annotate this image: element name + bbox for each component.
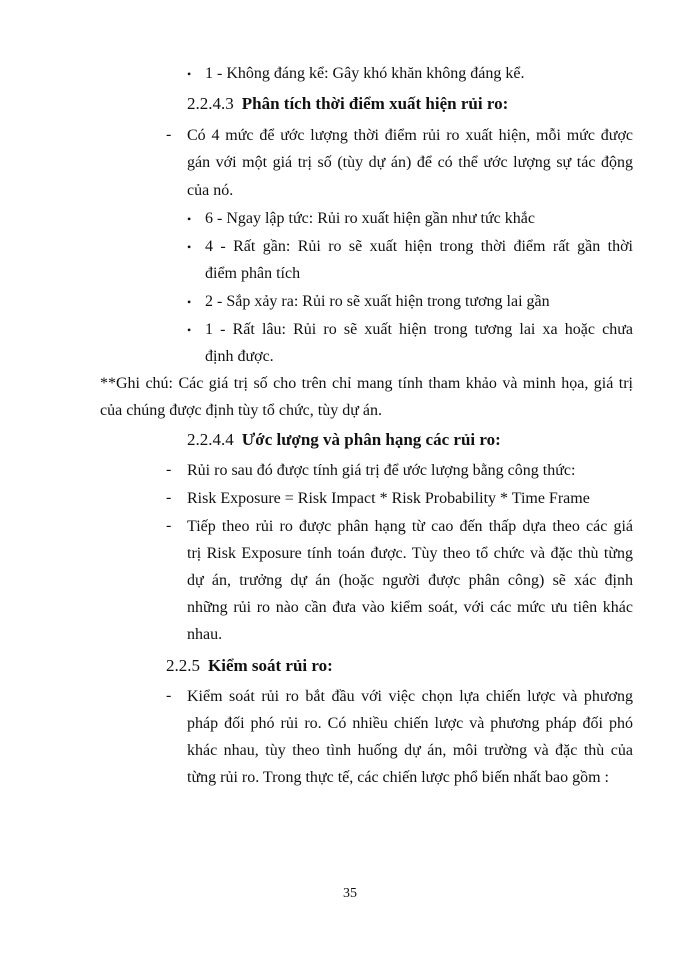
bullet-item: 4 - Rất gần: Rủi ro sẽ xuất hiện trong thời điểm rất gần thời (205, 238, 633, 255)
formula-line: Risk Exposure = Risk Impact * Risk Probability * Time Frame (187, 490, 590, 507)
paragraph-line: từng rủi ro. Trong thực tế, các chiến lược phổ biến nhất bao gồm : (187, 769, 609, 786)
section-heading (187, 430, 501, 450)
dash-marker: - (166, 517, 172, 534)
paragraph-line: những rủi ro nào cần đưa vào kiểm soát, với các mức ưu tiên khác (187, 599, 633, 616)
dash-marker: - (166, 687, 172, 704)
dash-item: Rủi ro sau đó được tính giá trị để ước lượng bằng công thức: (187, 462, 576, 479)
bullet-icon: • (187, 212, 192, 226)
paragraph-line: pháp đối phó rủi ro. Có nhiều chiến lược và phương pháp đối phó (187, 715, 633, 732)
bullet-item: 6 - Ngay lập tức: Rủi ro xuất hiện gần như tức khắc (205, 210, 535, 227)
bullet-item: 2 - Sắp xảy ra: Rủi ro sẽ xuất hiện trong tương lai gần (205, 293, 550, 310)
paragraph-line: gán với một giá trị số (tùy dự án) để có thể ước lượng sự tác động (187, 154, 633, 171)
bullet-icon: • (187, 323, 192, 337)
note-line: **Ghi chú: Các giá trị số cho trên chỉ mang tính tham khảo và minh họa, giá trị (100, 375, 633, 392)
bullet-item: 1 - Rất lâu: Rủi ro sẽ xuất hiện trong tương lai xa hoặc chưa (205, 321, 633, 338)
paragraph-line: Có 4 mức để ước lượng thời điểm rủi ro xuất hiện, mỗi mức được (187, 127, 633, 144)
bullet-icon: • (187, 67, 192, 81)
paragraph-line: nhau. (187, 626, 223, 643)
section-title: Kiểm soát rủi ro: (208, 656, 333, 675)
page-number: 35 (343, 886, 357, 901)
bullet-item-continuation: điểm phân tích (205, 265, 301, 282)
paragraph-line: dự án, trưởng dự án (hoặc người được phân công) sẽ xác định (187, 572, 633, 589)
section-title: Ước lượng và phân hạng các rủi ro: (241, 430, 501, 449)
section-heading (187, 94, 508, 114)
bullet-icon: • (187, 240, 192, 254)
paragraph-line: trị Risk Exposure tính toán được. Tùy theo tổ chức và đặc thù từng (187, 545, 633, 562)
section-number: 2.2.4.4 (187, 430, 234, 449)
paragraph-line: khác nhau, tùy theo tình huống dự án, môi trường và đặc thù của (187, 742, 633, 759)
paragraph-line: của nó. (187, 182, 234, 199)
bullet-icon: • (187, 295, 192, 309)
dash-marker: - (166, 461, 172, 478)
bullet-item-continuation: định được. (205, 348, 274, 365)
note-line: của chúng được định tùy tổ chức, tùy dự án. (100, 402, 382, 419)
dash-marker: - (166, 489, 172, 506)
paragraph-line: Kiểm soát rủi ro bắt đầu với việc chọn lựa chiến lược và phương (187, 688, 633, 705)
paragraph-line: Tiếp theo rủi ro được phân hạng từ cao đến thấp dựa theo các giá (187, 518, 633, 535)
dash-marker: - (166, 126, 172, 143)
section-title: Phân tích thời điểm xuất hiện rủi ro: (241, 94, 509, 113)
section-heading (166, 656, 333, 676)
bullet-item: 1 - Không đáng kể: Gây khó khăn không đáng kể. (205, 65, 525, 82)
section-number: 2.2.5 (166, 656, 200, 675)
section-number: 2.2.4.3 (187, 94, 234, 113)
